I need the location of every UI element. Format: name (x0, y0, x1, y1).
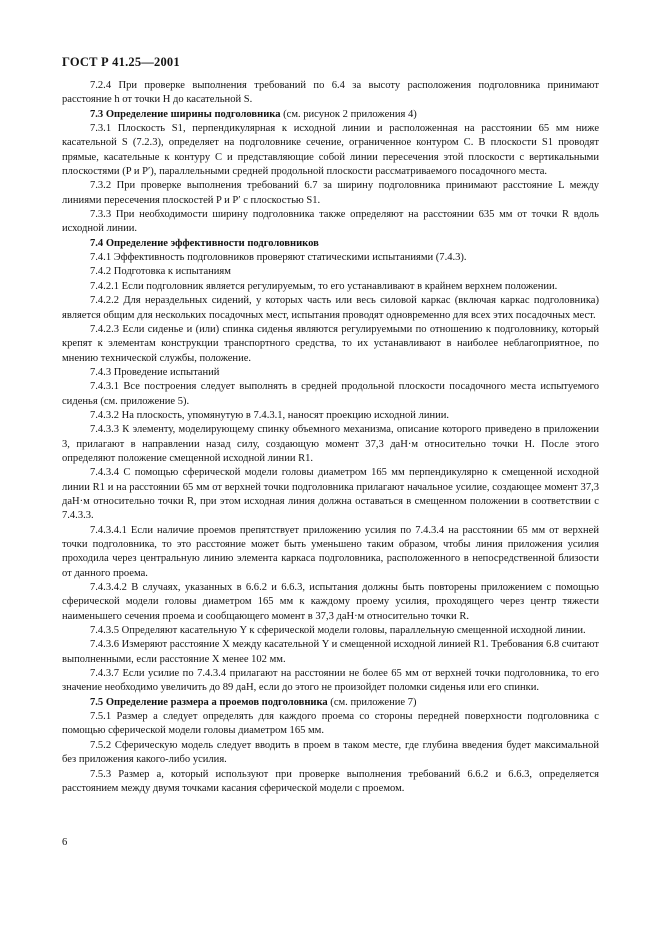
paragraph-7-2-4: 7.2.4 При проверке выполнения требований по 6.4 за высоту расположения подголовника принимают расстояние h от точки H до касательной S. (62, 80, 599, 106)
paragraph-7-3-2: 7.3.2 При проверке выполнения требований 6.7 за ширину подголовника принимают расстояние L между линиями пересечения плоскостей P и P′ с плоскостью S1. (62, 180, 599, 206)
paragraph-7-4-3-1: 7.4.3.1 Все построения следует выполнять в средней продольной плоскости посадочного места испытуемого сиденья (см. приложение 5). (62, 381, 599, 407)
paragraph-7-4-2: 7.4.2 Подготовка к испытаниям (90, 266, 231, 278)
paragraph-7-4-2-3: 7.4.2.3 Если сиденье и (или) спинка сиденья являются регулируемыми по отношению к подголовнику, который крепят к элементам конструкции транспортного средства, то их устанавливают в наиболее неблагоприятное, по мнению технической службы, положение. (62, 323, 599, 364)
paragraph-7-5-1: 7.5.1 Размер a следует определять для каждого проема со стороны передней поверхности подголовника с помощью сферической модели головы диаметром 165 мм. (62, 711, 599, 737)
paragraph-7-4-3-4-2: 7.4.3.4.2 В случаях, указанных в 6.6.2 и 6.6.3, испытания должны быть повторены приложением с помощью сферической модели головы диаметром 165 мм к каждому проему усилия, проходящего через центр тяжести наименьшего сечения проема и сообщающего момент в 37,3 даН·м относительно точки R. (62, 582, 599, 622)
paragraph-7-4-3-3: 7.4.3.3 К элементу, моделирующему спинку объемного механизма, описание которого приведено в приложении 3, прилагают в направлении назад силу, создающую момент 37,3 даН·м относительно точки H. После этого определяют положение смещенной исходной линии R1. (62, 424, 599, 464)
section-heading-7-5 (62, 696, 599, 710)
document-header: ГОСТ Р 41.25—2001 (62, 55, 180, 69)
paragraph-7-4-2-2: 7.4.2.2 Для нераздельных сидений, у которых часть или весь силовой каркас (включая каркас подголовника) является общим для нескольких посадочных мест, испытания проводят одновременно для всех этих посадочных мест. (62, 295, 599, 321)
section-heading-note: (см. рисунок 2 приложения 4) (280, 108, 417, 120)
paragraph-7-4-2-1: 7.4.2.1 Если подголовник является регулируемым, то его устанавливают в крайнем верхнем положении. (90, 280, 558, 292)
paragraph-7-4-3-2: 7.4.3.2 На плоскость, упомянутую в 7.4.3.1, наносят проекцию исходной линии. (90, 409, 450, 421)
section-heading-text: 7.3 Определение ширины подголовника (90, 108, 281, 120)
paragraph-7-4-3-7: 7.4.3.7 Если усилие по 7.4.3.4 прилагают на расстоянии не более 65 мм от верхней точки подголовника, то его значение необходимо увеличить до 89 даН, если до этого не произойдет поломки сиденья или его спинки. (62, 668, 599, 694)
section-heading-note: (см. приложение 7) (327, 696, 417, 708)
paragraph-7-5-3: 7.5.3 Размер a, который используют при проверке выполнения требований 6.6.2 и 6.6.3, определяется расстоянием между двумя точками касания сферической модели с проемом. (62, 768, 599, 794)
paragraph-7-4-1: 7.4.1 Эффективность подголовников проверяют статическими испытаниями (7.4.3). (90, 252, 467, 264)
section-heading-text: 7.4 Определение эффективности подголовников (90, 237, 319, 249)
paragraph-7-3-3: 7.3.3 При необходимости ширину подголовника также определяют на расстоянии 635 мм от точки R вдоль исходной линии. (62, 209, 599, 235)
paragraph-7-4-3-5: 7.4.3.5 Определяют касательную Y к сферической модели головы, параллельную смещенной исходной линии. (90, 625, 586, 637)
paragraph-7-4-3-4-1: 7.4.3.4.1 Если наличие проемов препятствует приложению усилия по 7.4.3.4 на расстоянии 65 мм от верхней точки подголовника, то это расстояние может быть уменьшено таким образом, чтобы линия приложения усилия проходила через центральную линию элемента каркаса подголовника, расположенного в непосредственной близости от данного проема. (62, 524, 599, 579)
page-number: 6 (62, 837, 68, 848)
document-body (62, 79, 599, 796)
paragraph-7-4-3: 7.4.3 Проведение испытаний (90, 366, 220, 378)
paragraph-7-4-3-6: 7.4.3.6 Измеряют расстояние X между касательной Y и смещенной исходной линией R1. Требования 6.8 считают выполненными, если расстояние X менее 102 мм. (62, 639, 599, 665)
paragraph-7-5-2: 7.5.2 Сферическую модель следует вводить в проем в таком месте, где глубина введения будет максимальной без приложения какого-либо усилия. (62, 739, 599, 766)
paragraph-7-3-1: 7.3.1 Плоскость S1, перпендикулярная к исходной линии и расположенная на расстоянии 65 мм ниже касательной S (7.2.3), определяет на подголовнике сечение, ограниченное контуром C. В плоскости S1 проводят прямые, касательные к контуру C и представляющие собой линии пересечения этой плоскости с вертикальными плоскостями (P и P′), параллельными средней продольной плоскости рассматриваемого посадочного места. (62, 123, 599, 178)
paragraph-7-4-3-4: 7.4.3.4 С помощью сферической модели головы диаметром 165 мм перпендикулярно к смещенной исходной линии R1 и на расстоянии 65 мм от верхней точки подголовника прилагают начальное усилие, создающее момент 37,3 даН·м относительно точки R, при этом исходная линия должна оставаться в смещенном положении в соответствии с 7.4.3.3. (62, 467, 599, 522)
section-heading-7-4 (62, 237, 599, 251)
section-heading-7-3 (62, 108, 599, 122)
section-heading-text: 7.5 Определение размера a проемов подголовника (90, 696, 328, 708)
